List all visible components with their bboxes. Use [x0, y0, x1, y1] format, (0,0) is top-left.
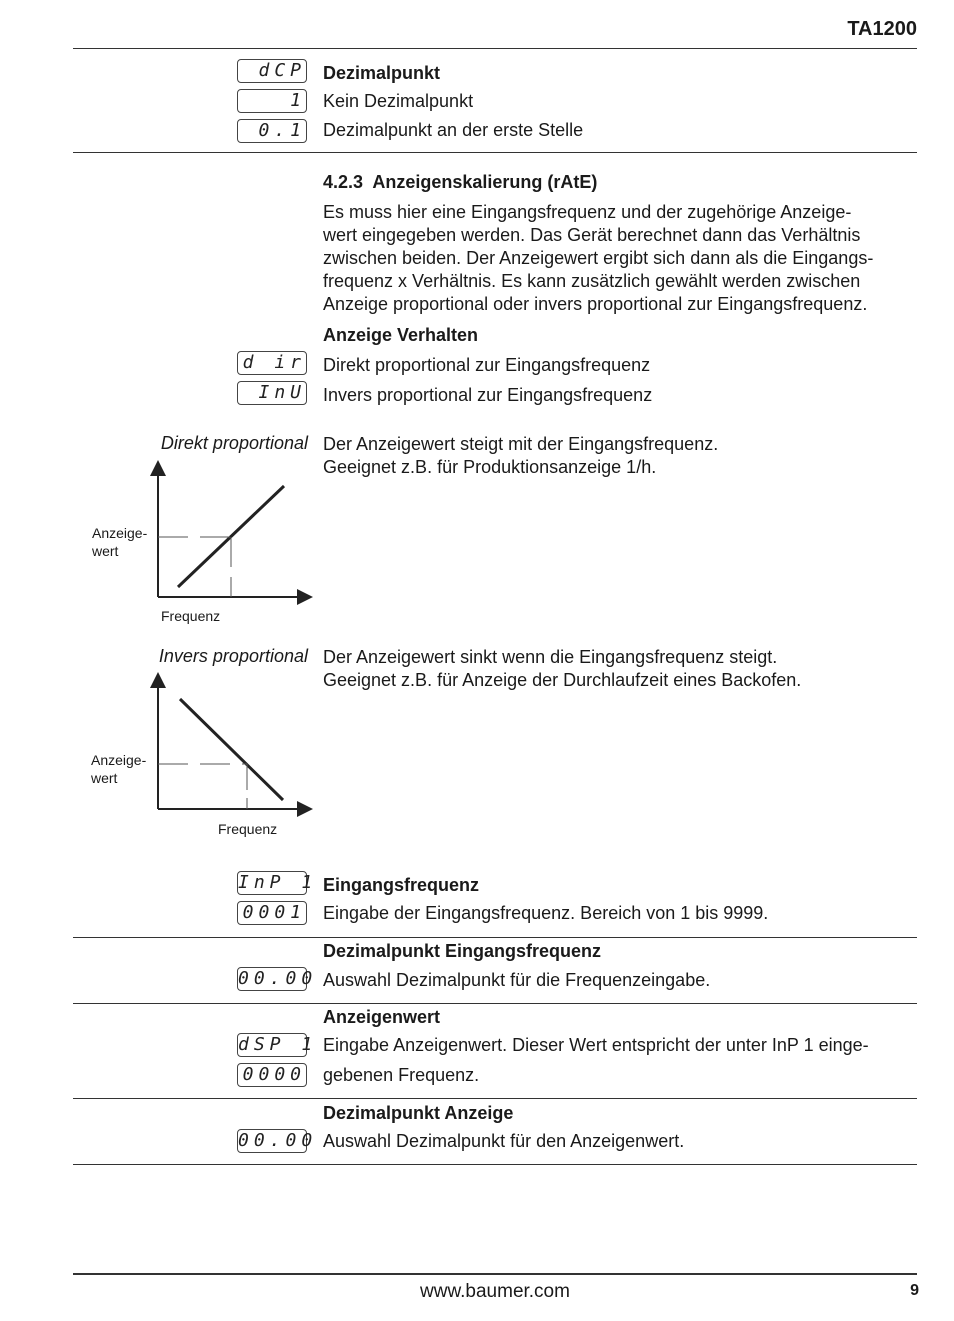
dezimalpunkt-title: Dezimalpunkt [323, 63, 441, 83]
lcd-inp1: InP 1 [238, 872, 318, 893]
eingang-title: Eingangsfrequenz [323, 875, 480, 895]
direkt-label: Direkt proportional [160, 433, 308, 453]
divider [73, 1164, 917, 1165]
dp-eingang-title: Dezimalpunkt Eingangsfrequenz [323, 941, 602, 961]
section-heading: 4.2.3 Anzeigenskalierung (rAtE) [323, 172, 598, 192]
footer-url: www.baumer.com [420, 1281, 570, 1302]
paragraph-line: wert eingegeben werden. Das Gerät berechnet dann das Verhältnis [323, 225, 861, 245]
dp-anzeige-title: Dezimalpunkt Anzeige [323, 1103, 514, 1123]
paragraph-line: zwischen beiden. Der Anzeigewert ergibt sich dann als die Eingangs- [323, 248, 874, 268]
direkt-y-label-1: Anzeige- [92, 525, 148, 541]
invers-x-label: Frequenz [218, 821, 278, 837]
invers-curve [180, 699, 283, 800]
direkt-line-1: Der Anzeigewert steigt mit der Eingangsfrequenz. [323, 434, 719, 454]
divider [73, 1003, 917, 1004]
lcd-0-1: 0.1 [237, 119, 307, 143]
divider [73, 152, 917, 153]
header-rule [73, 48, 917, 49]
direkt-x-label: Frequenz [161, 608, 221, 624]
dp-anzeige-text: Auswahl Dezimalpunkt für den Anzeigenwert. [323, 1131, 685, 1151]
anzeigenwert-title: Anzeigenwert [323, 1007, 441, 1027]
section-paragraph [323, 201, 918, 316]
lcd-0000: 0000 [237, 1063, 307, 1087]
verhalten-dir-text: Direkt proportional zur Eingangsfrequenz [323, 355, 651, 375]
invers-line-2: Geeignet z.B. für Anzeige der Durchlaufzeit eines Backofen. [323, 670, 802, 690]
product-title: TA1200 [847, 18, 917, 40]
eingang-text: Eingabe der Eingangsfrequenz. Bereich von 1 bis 9999. [323, 903, 769, 923]
invers-y-label-1: Anzeige- [91, 752, 147, 768]
divider [73, 937, 917, 938]
verhalten-inv-text: Invers proportional zur Eingangsfrequenz [323, 385, 653, 405]
invers-line-1: Der Anzeigewert sinkt wenn die Eingangsfrequenz steigt. [323, 647, 778, 667]
divider [73, 1098, 917, 1099]
paragraph-line: Anzeige proportional oder invers proportional zur Eingangsfrequenz. [323, 294, 868, 314]
lcd-dir: d ir [237, 351, 307, 375]
verhalten-title: Anzeige Verhalten [323, 325, 479, 345]
paragraph-line: frequenz x Verhältnis. Es kann zusätzlich gewählt werden zwischen [323, 271, 861, 291]
anzeigenwert-line-1: Eingabe Anzeigenwert. Dieser Wert entspricht der unter InP 1 einge- [323, 1035, 869, 1055]
dezimalpunkt-option-first: Dezimalpunkt an der erste Stelle [323, 120, 584, 140]
lcd-1: 1 [237, 89, 307, 113]
lcd-dcp: dCP [237, 59, 307, 83]
lcd-dp-anzeige: 00.00 [238, 1130, 318, 1151]
paragraph-line: Es muss hier eine Eingangsfrequenz und der zugehörige Anzeige- [323, 202, 852, 222]
direkt-y-label-2: wert [92, 543, 119, 559]
invers-y-label-2: wert [91, 770, 118, 786]
footer-rule [73, 1273, 917, 1275]
dezimalpunkt-option-none: Kein Dezimalpunkt [323, 91, 474, 111]
lcd-inu: InU [237, 381, 307, 405]
lcd-dsp1: dSP 1 [238, 1034, 318, 1055]
lcd-dp-eingang: 00.00 [238, 968, 318, 989]
direkt-curve [178, 486, 284, 587]
invers-label: Invers proportional [158, 646, 308, 666]
page-number: 9 [910, 1282, 919, 1299]
dp-eingang-text: Auswahl Dezimalpunkt für die Frequenzeingabe. [323, 970, 711, 990]
anzeigenwert-line-2: gebenen Frequenz. [323, 1065, 480, 1085]
direkt-line-2: Geeignet z.B. für Produktionsanzeige 1/h. [323, 457, 657, 477]
lcd-0001: 0001 [237, 901, 307, 925]
